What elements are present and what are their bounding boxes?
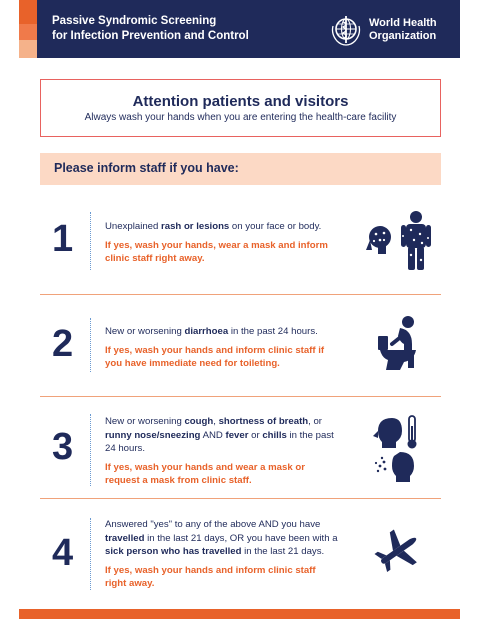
attention-title: Attention patients and visitors — [132, 93, 349, 110]
attention-subtitle: Always wash your hands when you are entering the health-care facility — [84, 112, 397, 123]
item-divider-3 — [40, 498, 441, 499]
item-2-action: If yes, wash your hands and inform clinic staff if you have immediate need for toileting. — [105, 344, 325, 369]
item-3-action: If yes, wash your hands and wear a mask or request a mask from clinic staff. — [105, 461, 305, 486]
toilet-icon — [378, 314, 422, 375]
item-2-text: New or worsening diarrhoea in the past 24 hours. If yes, wash your hands and inform clinic staff if you have immediate need for toileting. — [105, 325, 339, 371]
who-logo — [329, 12, 449, 48]
header-title — [52, 14, 282, 44]
item-3-number: 3 — [52, 426, 74, 468]
item-2-divider — [90, 318, 91, 372]
item-1-action: If yes, wash your hands, wear a mask and inform clinic staff right away. — [105, 239, 328, 264]
item-4-text: Answered "yes" to any of the above AND you have travelled in the last 21 days, OR you have been with a sick person who has travelled in the last 21 days. If yes, wash your hands and inform clinic staff right away. — [105, 519, 338, 589]
attention-box — [40, 79, 441, 137]
item-divider-1 — [40, 294, 441, 295]
item-1-text: Unexplained rash or lesions on your face or body. If yes, wash your hands, wear a mask and inform clinic staff right away. — [105, 220, 339, 266]
item-2-number: 2 — [52, 323, 74, 365]
item-4-number: 4 — [52, 532, 74, 574]
fever-cough-icon — [370, 414, 420, 489]
who-emblem-icon — [329, 14, 363, 46]
rash-person-icon — [364, 210, 434, 277]
airplane-icon — [374, 527, 422, 580]
item-1-number: 1 — [52, 218, 74, 260]
inform-staff-banner — [40, 153, 441, 185]
item-4-divider — [90, 518, 91, 590]
header-accent-stripe — [19, 0, 37, 58]
item-1-divider — [90, 212, 91, 270]
item-divider-2 — [40, 396, 441, 397]
footer-bar — [19, 609, 460, 619]
header-title-line2: for Infection Prevention and Control — [52, 30, 249, 42]
item-3-text: New or worsening cough, shortness of breath, or runny nose/sneezing AND fever or chills in the past 24 hours. If yes, wash your hands and wear a mask or request a mask from clinic staff. — [105, 415, 339, 488]
inform-staff-heading: Please inform staff if you have: — [54, 161, 239, 175]
header-title-line1: Passive Syndromic Screening — [52, 15, 217, 27]
who-name-line2: Organization — [369, 30, 437, 42]
item-4-action: If yes, wash your hands and inform clinic staff right away. — [105, 564, 316, 589]
who-name-line1: World Health — [369, 17, 437, 29]
item-3-divider — [90, 414, 91, 486]
